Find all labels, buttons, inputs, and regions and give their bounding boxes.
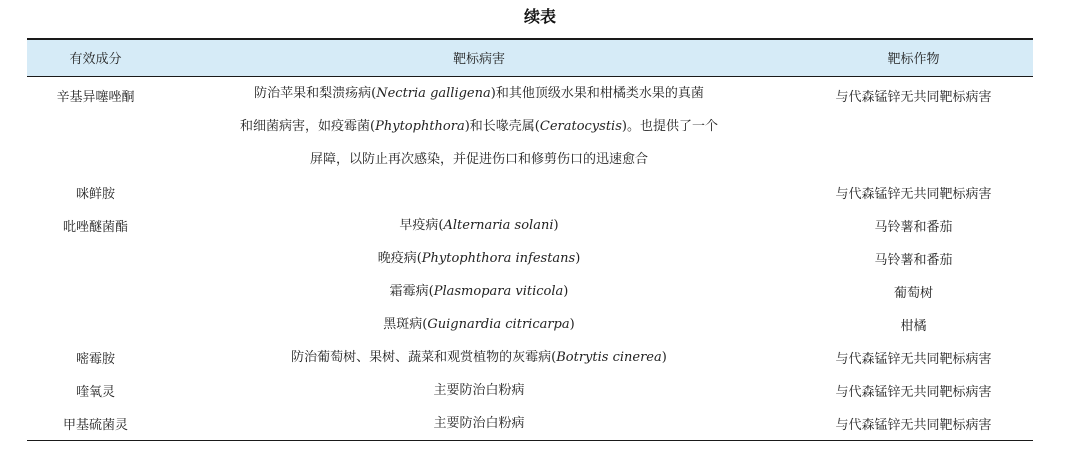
disease-text-line bbox=[164, 341, 794, 374]
cell-ingredient bbox=[27, 275, 164, 308]
cell-ingredient: 喹氧灵 bbox=[75, 384, 115, 400]
text-segment: 防治苹果和梨溃疡病( bbox=[254, 85, 377, 101]
table-header-row bbox=[27, 39, 1033, 76]
cell-target-disease bbox=[164, 242, 794, 275]
table-row bbox=[27, 209, 1033, 242]
text-segment: ) bbox=[575, 250, 581, 266]
header-ingredient: 有效成分 bbox=[27, 39, 164, 76]
disease-text-line bbox=[164, 308, 794, 341]
latin-name: Plasmopara viticola bbox=[433, 283, 564, 299]
table-row bbox=[27, 308, 1033, 341]
table-row bbox=[27, 407, 1033, 441]
latin-name: Nectria galligena bbox=[376, 85, 491, 101]
text-segment: ) bbox=[569, 316, 575, 332]
fungicide-target-table bbox=[27, 38, 1033, 441]
cell-ingredient bbox=[27, 242, 164, 275]
text-segment: )。也提供了一个 bbox=[621, 118, 718, 134]
text-segment: ) bbox=[563, 283, 569, 299]
text-segment: 晚疫病( bbox=[377, 250, 422, 266]
disease-text-line bbox=[164, 110, 794, 143]
cell-target-disease bbox=[164, 407, 794, 441]
cell-ingredient: 辛基异噻唑酮 bbox=[56, 89, 135, 105]
header-target-disease: 靶标病害 bbox=[164, 39, 794, 76]
text-segment: ) bbox=[553, 217, 559, 233]
cell-target-crop: 葡萄树 bbox=[893, 285, 933, 301]
cell-target-disease bbox=[164, 341, 794, 374]
text-segment: 防治葡萄树、果树、蔬菜和观赏植物的灰霉病( bbox=[291, 349, 557, 365]
table-row bbox=[27, 341, 1033, 374]
cell-target-crop: 与代森锰锌无共同靶标病害 bbox=[794, 407, 1033, 441]
latin-name: Alternaria solani bbox=[443, 217, 554, 233]
disease-text-line bbox=[164, 275, 794, 308]
latin-name: Phytophthora bbox=[375, 118, 465, 134]
text-segment: 和细菌病害，如疫霉菌( bbox=[240, 118, 376, 134]
text-segment: )和长喙壳属( bbox=[464, 118, 540, 134]
cell-target-crop: 马铃薯和番茄 bbox=[874, 252, 953, 268]
disease-text-line bbox=[164, 374, 794, 407]
cell-ingredient: 嘧霉胺 bbox=[75, 351, 115, 367]
table-caption: 续表 bbox=[523, 7, 556, 26]
disease-text-line bbox=[164, 77, 794, 110]
cell-target-crop: 与代森锰锌无共同靶标病害 bbox=[835, 384, 992, 400]
cell-target-disease bbox=[164, 176, 794, 209]
cell-target-crop: 与代森锰锌无共同靶标病害 bbox=[835, 351, 992, 367]
table-row bbox=[27, 374, 1033, 407]
cell-target-disease bbox=[164, 308, 794, 341]
cell-target-disease bbox=[164, 275, 794, 308]
latin-name: Guignardia citricarpa bbox=[427, 316, 570, 332]
cell-ingredient bbox=[27, 308, 164, 341]
cell-target-crop: 马铃薯和番茄 bbox=[874, 219, 953, 235]
latin-name: Phytophthora infestans bbox=[421, 250, 576, 266]
latin-name: Botrytis cinerea bbox=[556, 349, 662, 365]
disease-text-line bbox=[164, 209, 794, 242]
text-segment: )和其他顶级水果和柑橘类水果的真菌 bbox=[490, 85, 704, 101]
table-row bbox=[27, 76, 1033, 176]
cell-ingredient: 甲基硫菌灵 bbox=[27, 407, 164, 441]
cell-target-disease bbox=[164, 374, 794, 407]
cell-target-disease bbox=[164, 76, 794, 176]
cell-target-crop: 柑橘 bbox=[900, 318, 927, 334]
text-segment: 早疫病( bbox=[399, 217, 444, 233]
header-target-crop: 靶标作物 bbox=[794, 39, 1033, 76]
text-segment: 主要防治白粉病 bbox=[433, 415, 525, 431]
cell-target-crop: 与代森锰锌无共同靶标病害 bbox=[835, 89, 992, 105]
text-segment: 主要防治白粉病 bbox=[433, 382, 525, 398]
latin-name: Ceratocystis bbox=[539, 118, 622, 134]
disease-text-line bbox=[164, 242, 794, 275]
text-segment: 黑斑病( bbox=[383, 316, 428, 332]
cell-target-crop: 与代森锰锌无共同靶标病害 bbox=[835, 186, 992, 202]
table-row bbox=[27, 176, 1033, 209]
cell-target-disease bbox=[164, 209, 794, 242]
text-segment: 屏障，以防止再次感染，并促进伤口和修剪伤口的迅速愈合 bbox=[309, 151, 648, 167]
disease-text-line bbox=[164, 143, 794, 176]
cell-ingredient: 咪鲜胺 bbox=[75, 186, 115, 202]
disease-text-line bbox=[164, 407, 794, 440]
cell-ingredient: 吡唑醚菌酯 bbox=[62, 219, 128, 235]
table-row bbox=[27, 275, 1033, 308]
text-segment: 霜霉病( bbox=[389, 283, 434, 299]
text-segment: ) bbox=[661, 349, 667, 365]
table-row bbox=[27, 242, 1033, 275]
